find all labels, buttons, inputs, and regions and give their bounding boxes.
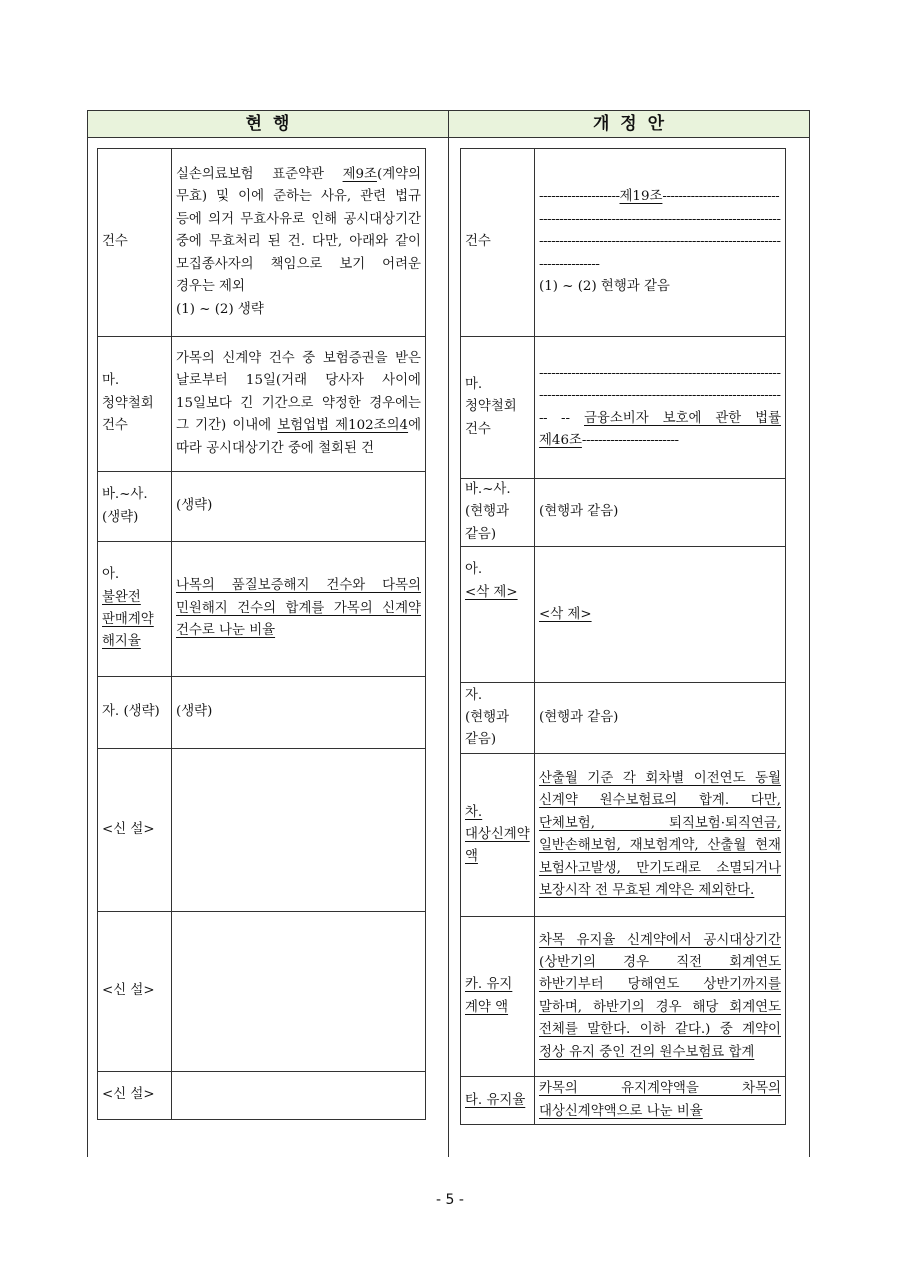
table-row: [461, 683, 786, 754]
row-text-a: 가목의 신계약 건수 중 보험증권을 받은 날로부터 15일(거래 당사자 사이에 15일보다 긴 기간으로 약정한 경우에는 그 기간) 이내에: [176, 350, 421, 434]
column-divider: [448, 137, 449, 1157]
row-text-underlined: 산출월 기준 각 회차별 이전연도 동월 신계약 원수보험료의 합계. 다만, 단체보험, 퇴직보험·퇴직연금, 일반손해보험, 재보험계약, 산출월 현재 보험사고발생, 만기도래로 소멸되거나 보장시작 전 무효된 계약은 제외한다.: [539, 771, 781, 899]
current-table: [97, 148, 426, 1120]
header-current: 현 행: [88, 111, 449, 137]
row-dash-lead: --------------------: [539, 189, 620, 205]
table-row: [461, 917, 786, 1077]
row-text-underlined: 보험업법 제102조의4: [277, 418, 409, 434]
row-text-sub: (1) ~ (2) 생략: [176, 301, 264, 317]
row-text: [172, 337, 426, 472]
table-row: [98, 149, 426, 337]
row-text: [535, 149, 786, 337]
row-dash-fill: --------------------------------------------------------------------------------------------------------------------------: [539, 365, 781, 426]
header-row: [88, 111, 809, 138]
table-row: [461, 547, 786, 683]
row-label: 바.~사. (생략): [98, 472, 172, 542]
row-text: 실손의료보험 표준약관 제9조(계약의 무효) 및 이에 준하는 사유, 관련 법규 등에 의거 무효사유로 인해 공시대상기간 중에 무효처리 된 건. 다만, 아래와 같이 모집종사자의 책임으로 보기 어려운 경우는 제외 (1) ~ (2) 생략: [172, 149, 426, 337]
row-text: [172, 542, 426, 677]
row-text: [535, 337, 786, 479]
row-label-underlined: 카. 유지 계약 액: [465, 977, 513, 1015]
row-dash-fill: --------------------------------------------------------------------------------------------------------------------------------------------------------------------: [539, 189, 781, 272]
row-dash-lead: --: [561, 410, 571, 426]
table-row: [461, 149, 786, 337]
row-label-underlined: 차. 대상신계약액: [465, 804, 530, 865]
row-label-underlined: 불완전 판매계약 해지율: [102, 589, 154, 650]
row-label: [461, 754, 535, 917]
table-row: [461, 479, 786, 547]
header-amended: 개 정 안: [592, 114, 666, 134]
page-number: - 5 -: [436, 1192, 464, 1208]
row-label: 바.~사. (현행과 같음): [461, 479, 535, 547]
row-text-underlined: 카목의 유지계약액을 차목의 대상신계약액으로 나눈 비율: [539, 1081, 781, 1119]
row-text-sub: (1) ~ (2) 현행과 같음: [539, 279, 670, 295]
row-text-underlined: 나목의 품질보증해지 건수와 다목의 민원해지 건수의 합계를 가목의 신계약 건수로 나눈 비율: [176, 578, 421, 639]
row-text: (현행과 같음): [535, 479, 786, 547]
table-row: [98, 542, 426, 677]
row-label-prefix: 아.: [465, 562, 483, 578]
row-text-underlined: 제9조: [342, 167, 377, 183]
row-text: (생략): [172, 677, 426, 749]
row-text: (현행과 같음): [535, 683, 786, 754]
row-text: [535, 547, 786, 683]
row-text-underlined: 제19조: [619, 189, 663, 205]
row-label: [461, 917, 535, 1077]
row-text: [535, 754, 786, 917]
table-row: [98, 749, 426, 912]
row-text: [172, 749, 426, 912]
table-row: [98, 472, 426, 542]
table-row: [461, 1077, 786, 1125]
table-row: [98, 677, 426, 749]
row-label: <신 설>: [98, 1072, 172, 1120]
row-text: (생략): [172, 472, 426, 542]
row-label: [461, 1077, 535, 1125]
row-text-b: 에 따라 공시대상기간 중에 철회된 건: [176, 418, 421, 456]
row-text: [535, 1077, 786, 1125]
row-label-prefix: 아.: [102, 567, 120, 583]
row-label: [461, 547, 535, 683]
row-label: 마. 청약철회 건수: [98, 337, 172, 472]
row-label: 건수: [461, 149, 535, 337]
row-text: [172, 912, 426, 1072]
table-row: [98, 337, 426, 472]
table-row: [98, 1072, 426, 1120]
row-text-underlined: <삭 제>: [539, 606, 592, 622]
row-label: <신 설>: [98, 912, 172, 1072]
row-label: 자. (현행과 같음): [461, 683, 535, 754]
row-label: 자. (생략): [98, 677, 172, 749]
row-text: [172, 1072, 426, 1120]
amended-table: [460, 148, 786, 1125]
row-text: [535, 917, 786, 1077]
table-row: [461, 754, 786, 917]
row-label: 마. 청약철회 건수: [461, 337, 535, 479]
row-label: [98, 542, 172, 677]
row-label-underlined: 타. 유지율: [465, 1092, 526, 1108]
table-row: [461, 337, 786, 479]
row-text-underlined: 금융소비자 보호에 관한 법률 제46조: [539, 410, 781, 448]
row-text-underlined: 차목 유지율 신계약에서 공시대상기간(상반기의 경우 직전 회계연도 하반기부터 당해연도 상반기까지를 말하며, 하반기의 경우 해당 회계연도 전체를 말한다. 이하 같다.) 중 계약이 정상 유지 중인 건의 원수보험료 합계: [539, 932, 781, 1060]
row-dash-tail: ------------------------: [581, 432, 679, 448]
row-label-underlined: <삭 제>: [465, 584, 518, 600]
table-row: [98, 912, 426, 1072]
row-label: 건수: [98, 149, 172, 337]
row-label: <신 설>: [98, 749, 172, 912]
row-text-main: 실손의료보험 표준약관: [176, 167, 343, 183]
